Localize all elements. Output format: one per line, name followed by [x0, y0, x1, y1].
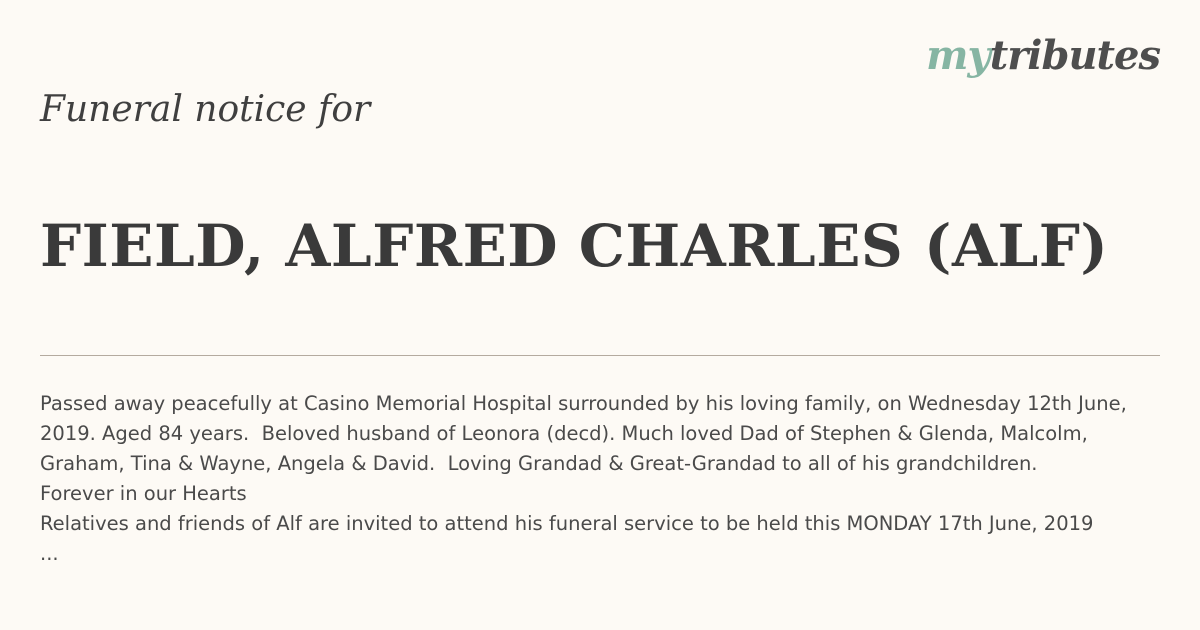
notice-paragraph: Relatives and friends of Alf are invited to attend his funeral service to be held this MONDAY 17th June, 2019: [40, 512, 1094, 535]
notice-ellipsis: ...: [40, 542, 59, 565]
notice-body: [40, 389, 1160, 569]
mytributes-logo[interactable]: [926, 32, 1160, 79]
logo-suffix: tributes: [989, 32, 1160, 79]
divider: [40, 355, 1160, 356]
notice-paragraph: Passed away peacefully at Casino Memorial Hospital surrounded by his loving family, on Wednesday 12th June, 2019. Aged 84 years. Beloved husband of Leonora (decd). Much loved Dad of Stephen & Glenda, Malcolm, Graham, Tina & Wayne, Angela & David. Loving Grandad & Great-Grandad to all of his grandchildren.: [40, 392, 1134, 475]
deceased-name: FIELD, ALFRED CHARLES (ALF): [40, 212, 1109, 280]
notice-paragraph: Forever in our Hearts: [40, 482, 247, 505]
logo-prefix: my: [926, 32, 990, 79]
notice-subtitle: Funeral notice for: [40, 89, 371, 130]
